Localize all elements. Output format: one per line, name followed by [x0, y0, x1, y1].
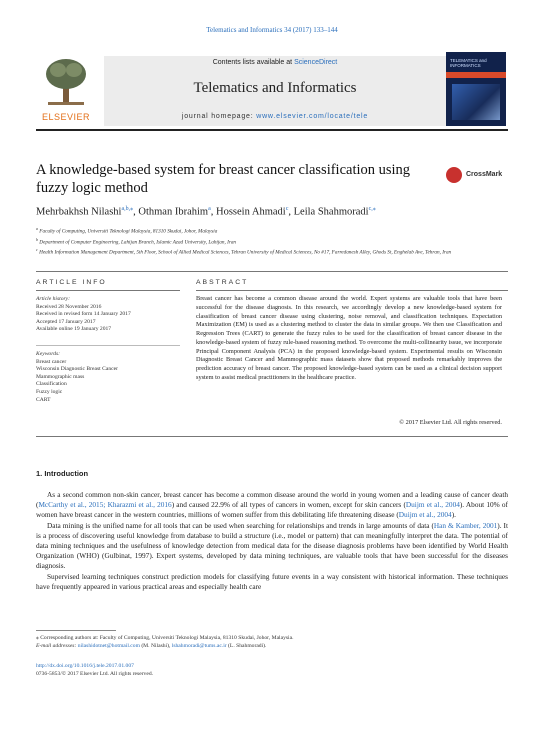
- homepage-line: [104, 113, 446, 120]
- article-info-heading: ARTICLE INFO: [36, 279, 107, 286]
- affiliation-text: Faculty of Computing, Universiti Teknologi Malaysia, 81310 Skudai, Johor, Malaysia: [39, 228, 218, 235]
- author-name[interactable]: Othman Ibrahim: [138, 206, 209, 218]
- introduction-body: [36, 490, 508, 592]
- journal-cover-image: [446, 52, 506, 126]
- paragraph-text: ). It is a process of discovering useful knowledge from database to build a structure (i.e., model or pattern) that can meaningfully interpret the data. The potential of data mining techniques and the usefulness of knowledge detection from medical data for the disease diagnosis problems have been identified by World Health Organization (WHO) (Gulbinat, 1997). Expert systems, developed by data mining techniques, are valuable tools that have been successful for the diseases diagnosis.: [36, 520, 508, 571]
- homepage-prefix: journal homepage:: [181, 113, 257, 120]
- affiliation-b: [36, 236, 508, 247]
- affiliation-a: [36, 225, 508, 236]
- paragraph-text: ). About 10% of women have breast cancer in the western countries, millions of women suffer from this debilitating life threatening disease (: [36, 500, 508, 520]
- homepage-link[interactable]: www.elsevier.com/locate/tele: [256, 113, 369, 120]
- keyword: Mammographic mass: [36, 373, 85, 380]
- keyword: Classification: [36, 381, 67, 388]
- abstract-text: Breast cancer has become a common disease around the world. Expert systems are valuable tools that have been successful for the disease diagnosis. In this research, we accordingly develop a new knowledge-based system for classification of breast cancer disease using clustering, noise removal, and classification techniques. Expectation Maximization (EM) is used as a clustering method to cluster the data in similar groups. We then use Classification and Regression Trees (CART) to generate the fuzzy rules to be used for the classification of breast cancer disease in the knowledge-based system of fuzzy rule-based reasoning method. To overcome the multi-collinearity issue, we incorporate Principal Component Analysis (PCA) in the proposed knowledge-based system. Experimental results on Wisconsin Diagnostic Breast Cancer and Mammographic mass datasets show that proposed methods remarkably improves the prediction accuracy of breast cancer. The proposed knowledge-based system can be used as a clinical decision support system to assist medical practitioners in the healthcare practice.: [196, 295, 502, 381]
- publisher-name: ELSEVIER: [41, 112, 91, 122]
- sciencedirect-link[interactable]: ScienceDirect: [294, 59, 338, 66]
- paragraph: [36, 572, 508, 592]
- corresponding-author-note: ⁎ Corresponding authors at: Faculty of Computing, Universiti Teknologi Malaysia, 81310 Skudai, Johor, Malaysia.: [36, 635, 294, 641]
- elsevier-logo: [36, 56, 96, 126]
- footnote-rule: [36, 630, 116, 631]
- crossmark-icon: [446, 167, 462, 183]
- affiliation-mark: c: [36, 247, 38, 253]
- citation-link[interactable]: McCarthy et al., 2015; Kharazmi et al., 2016: [38, 500, 172, 510]
- paragraph-text: Supervised learning techniques construct prediction models for classifying future events in a way consistent with historical information. These techniques have frequently appeared in various practical areas and especially health care: [36, 571, 508, 591]
- keyword: CART: [36, 396, 51, 403]
- header-rule: [36, 271, 508, 272]
- article-history: [36, 296, 186, 334]
- crossmark-badge[interactable]: [446, 165, 508, 187]
- affiliation-text: Health Information Management Department, 5th Floor, School of Allied Medical Sciences, Tehran University of Medical Sciences, No #17, Farredanesh Alley, Ghods St, Enghelab Ave, Tehran, Iran: [39, 250, 452, 257]
- history-item: Accepted 17 January 2017: [36, 318, 96, 325]
- paragraph: [36, 490, 508, 521]
- cover-stripe: [446, 72, 506, 78]
- journal-reference[interactable]: Telematics and Informatics 34 (2017) 133–144: [206, 26, 338, 34]
- affiliation-mark: b: [36, 236, 38, 242]
- email-label: E-mail addresses:: [36, 642, 78, 649]
- author-list: Mehrbakhsh Nilashi$^{a,b,⁎}$, Othman Ibrahim$^a$, Hossein Ahmadi$^c$, Leila Shahmoradi$^{c,⁎}$: [36, 206, 376, 218]
- history-item: Received 28 November 2016: [36, 303, 102, 310]
- keyword: Fuzzy logic: [36, 388, 63, 395]
- abstract-end-rule: [36, 436, 508, 437]
- email-note: [36, 643, 508, 651]
- paragraph-text: Data mining is the unified name for all tools that can be used when searching for relationships and trends in large amounts of data (: [47, 520, 434, 530]
- elsevier-tree-icon: [44, 58, 88, 106]
- journal-title: Telematics and Informatics: [193, 80, 357, 96]
- keywords-label: Keywords:: [36, 351, 61, 357]
- affiliations: [36, 225, 508, 257]
- contents-prefix: Contents lists available at: [212, 59, 295, 66]
- paper-title: A knowledge-based system for breast cancer classification using fuzzy logic method: [36, 162, 411, 196]
- doi-link[interactable]: http://dx.doi.org/10.1016/j.tele.2017.01.007: [36, 663, 134, 669]
- author-sup[interactable]: a,b,⁎: [121, 206, 134, 212]
- doi-block: [36, 662, 508, 678]
- keywords: [36, 351, 186, 404]
- cover-art: [452, 84, 500, 120]
- email-link[interactable]: lshahmoradi@tums.ac.ir: [171, 642, 227, 649]
- history-label: Article history:: [36, 296, 71, 302]
- email-owner: (M. Nilashi),: [139, 642, 172, 649]
- article-info-rule: [36, 290, 180, 291]
- keywords-rule: [36, 345, 180, 346]
- contents-line: [104, 59, 446, 66]
- history-item: Received in revised form 14 January 2017: [36, 311, 131, 318]
- author-name[interactable]: Leila Shahmoradi: [293, 206, 369, 218]
- paragraph-text: ) and caused 22.9% of all types of cancers in women, except for skin cancers (: [171, 500, 406, 510]
- affiliation-text: Department of Computer Engineering, Lahijan Branch, Islamic Azad University, Lahijan, Iran: [39, 239, 237, 246]
- author-sup[interactable]: c,⁎: [368, 206, 376, 212]
- history-item: Available online 19 January 2017: [36, 326, 112, 333]
- author-name[interactable]: Mehrbakhsh Nilashi: [36, 206, 122, 218]
- citation-link[interactable]: Han & Kamber, 2001: [433, 520, 498, 530]
- citation-link[interactable]: Duijm et al., 2004: [405, 500, 460, 510]
- journal-banner: [104, 56, 446, 126]
- paragraph-text: As a second common non-skin cancer, breast cancer has become a common disease around the world in young women and a leading cause of cancer death (: [36, 490, 508, 510]
- abstract-rule: [196, 290, 508, 291]
- affiliation-c: [36, 246, 508, 257]
- issn-line: 0736-5853/© 2017 Elsevier Ltd. All rights reserved.: [36, 671, 154, 677]
- keyword: Wisconsin Diagnostic Breast Cancer: [36, 366, 118, 373]
- keyword: Breast cancer: [36, 358, 67, 365]
- abstract-heading: ABSTRACT: [196, 279, 249, 286]
- paragraph: [36, 521, 508, 572]
- section-heading-introduction: 1. Introduction: [36, 469, 89, 478]
- cover-title: TELEMATICS and INFORMATICS: [450, 58, 487, 68]
- email-owner: (L. Shahmoradi).: [226, 642, 267, 649]
- citation-link[interactable]: Duijm et al., 2004: [398, 510, 452, 520]
- affiliation-mark: a: [36, 226, 38, 231]
- author-sup[interactable]: a: [208, 206, 211, 212]
- email-link[interactable]: nilashidotnet@hotmail.com: [77, 642, 140, 649]
- paragraph-text: ).: [451, 510, 456, 520]
- footnotes: [36, 635, 508, 651]
- masthead-rule: [36, 129, 508, 131]
- journal-masthead: [36, 56, 508, 128]
- abstract-copyright: © 2017 Elsevier Ltd. All rights reserved.: [399, 419, 502, 426]
- author-name[interactable]: Hossein Ahmadi: [216, 206, 286, 218]
- crossmark-label: CrossMark: [466, 171, 503, 178]
- author-sup[interactable]: c: [285, 206, 289, 212]
